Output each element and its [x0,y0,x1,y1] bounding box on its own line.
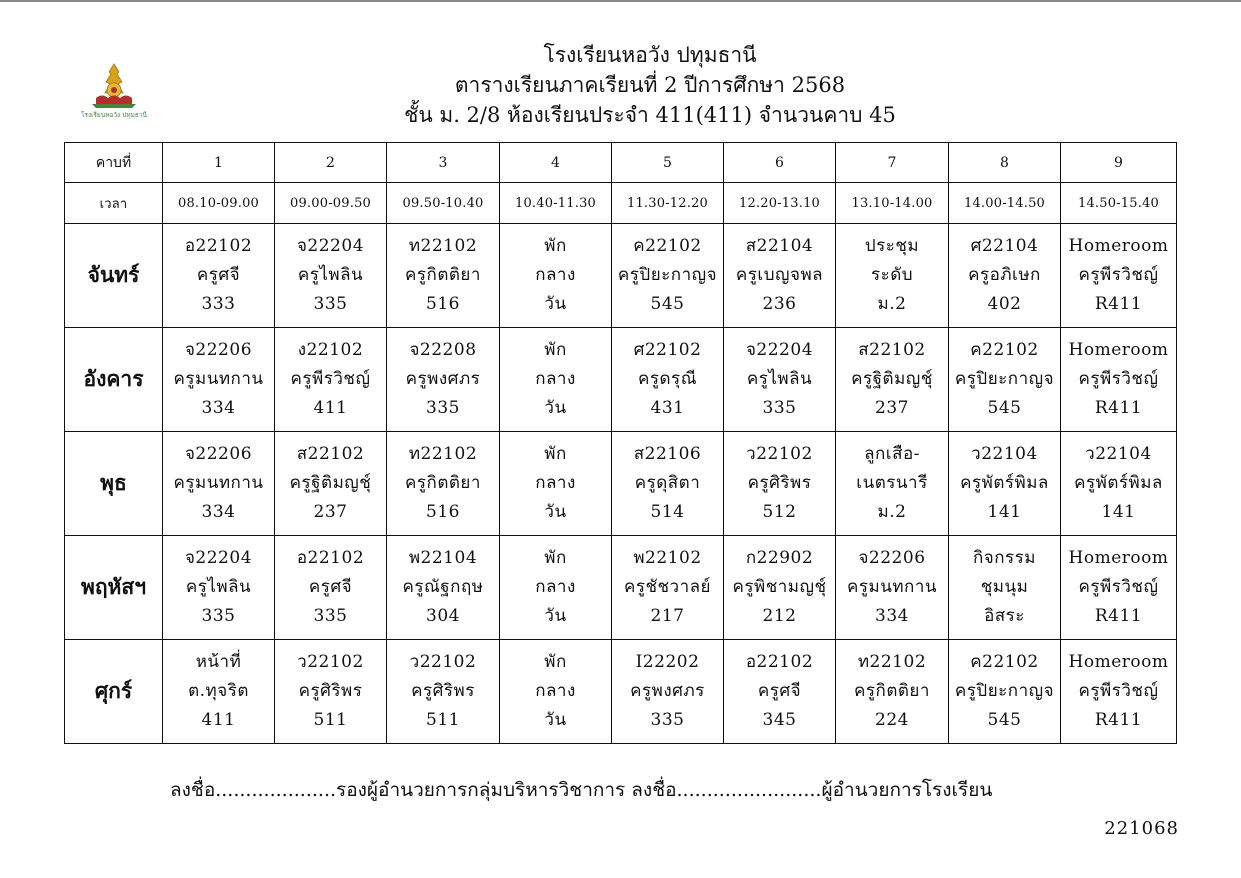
room-number: 335 [313,294,348,314]
teacher-name: ครูดุสิตา [634,473,701,493]
timetable-cell [500,328,612,432]
subject-code: พ22102 [633,548,702,568]
room-number: 345 [762,710,797,730]
subject-code: ว22102 [746,444,813,464]
day-row [65,536,1177,640]
timetable-cell [500,224,612,328]
timetable-cell [387,224,500,328]
subject-code: Homeroom [1068,236,1169,256]
room-number: วัน [544,294,567,314]
room-number: 333 [201,294,236,314]
timetable-cell [724,432,836,536]
teacher-name: ครูมนทกาน [173,369,264,389]
period-number: 7 [836,143,949,183]
subject-code: ศ22104 [970,236,1039,256]
subject-code: ประชุม [864,236,920,256]
room-number: 512 [762,502,797,522]
period-number: 1 [163,143,275,183]
subject-code: พัก [544,236,567,256]
teacher-name: ครูปิยะกาญจ [617,265,718,285]
subject-code: ส22102 [858,340,926,360]
timetable-cell [1061,536,1177,640]
subject-code: จ22206 [184,444,253,464]
subject-code: อ22102 [296,548,365,568]
teacher-name: ต.ทุจริต [188,681,249,701]
teacher-name: ครูกิตติยา [854,681,930,701]
room-number: 236 [762,294,797,314]
day-row [65,224,1177,328]
subject-code: พัก [544,444,567,464]
subject-code: พัก [544,652,567,672]
teacher-name: ระดับ [870,265,914,285]
room-number: 411 [201,710,236,730]
room-number: วัน [544,502,567,522]
timetable-cell [949,224,1061,328]
teacher-name: ครูณัฐกฤษ [402,577,484,597]
subject-code: จ22206 [858,548,926,568]
time-slot: 08.10-09.00 [163,183,275,224]
subject-code: ก22902 [745,548,814,568]
subject-code: ลูกเสือ- [864,444,920,464]
timetable-cell [387,640,500,744]
room-number: 431 [650,398,685,418]
timetable-cell [1061,224,1177,328]
teacher-name: กลาง [535,473,576,493]
room-number: ม.2 [877,502,907,522]
day-label: พุธ [65,432,163,536]
period-label: คาบที่ [65,143,163,183]
time-slot: 13.10-14.00 [836,183,949,224]
time-slot: 09.50-10.40 [387,183,500,224]
room-number: ม.2 [877,294,907,314]
class-info: ชั้น ม. 2/8 ห้องเรียนประจำ 411(411) จำนวนคาบ 45 [404,103,896,127]
period-number: 2 [275,143,387,183]
teacher-name: ครูพีรวิชญ์ [290,369,371,389]
room-number: 511 [426,710,460,730]
subject-code: Homeroom [1068,340,1169,360]
timetable-cell [724,224,836,328]
room-number: 335 [201,606,236,626]
subject-code: ว22102 [297,652,364,672]
time-slot: 11.30-12.20 [612,183,724,224]
timetable-cell [500,432,612,536]
period-number: 6 [724,143,836,183]
timetable-cell [163,432,275,536]
teacher-name: ครูไพลิน [185,577,252,597]
teacher-name: กลาง [535,265,576,285]
subject-code: จ22204 [745,340,814,360]
teacher-name: ครูดรุณี [638,369,697,389]
teacher-name: ครูกิตติยา [405,473,481,493]
logo-caption: โรงเรียนหอวัง ปทุมธานี [81,111,147,119]
subject-code: Homeroom [1068,652,1169,672]
period-number: 4 [500,143,612,183]
term-title: ตารางเรียนภาคเรียนที่ 2 ปีการศึกษา 2568 [454,73,846,97]
room-number: R411 [1094,606,1143,626]
room-number: 334 [201,502,236,522]
timetable-cell [387,432,500,536]
teacher-name: ครูมนทกาน [173,473,264,493]
room-number: 304 [426,606,460,626]
room-number: 335 [650,710,685,730]
room-number: 217 [650,606,685,626]
timetable-cell [1061,328,1177,432]
teacher-name: ครูพีรวิชญ์ [1078,369,1159,389]
room-number: 334 [875,606,909,626]
subject-code: ค22102 [970,340,1039,360]
subject-code: จ22204 [296,236,365,256]
timetable-cell [612,328,724,432]
room-number: 516 [426,294,460,314]
teacher-name: ครูศิริพร [411,681,475,701]
room-number: 545 [987,398,1022,418]
timetable-cell [387,328,500,432]
school-crest-icon [78,60,150,120]
room-number: 335 [313,606,348,626]
room-number: 335 [762,398,797,418]
teacher-name: ครูพัตร์พิมล [1074,473,1163,493]
room-number: R411 [1094,710,1143,730]
day-row [65,432,1177,536]
teacher-name: ครูพิชามญชุ์ [732,577,827,597]
timetable-cell [836,328,949,432]
school-name: โรงเรียนหอวัง ปทุมธานี [543,43,757,67]
page-header [300,40,1000,130]
subject-code: ง22102 [297,340,364,360]
timetable-cell [163,224,275,328]
room-number: อิสระ [984,606,1025,626]
room-number: 334 [201,398,236,418]
timetable-cell [724,328,836,432]
teacher-name: ครูฐิติมญชุ์ [851,369,933,389]
timetable-cell [724,640,836,744]
day-row [65,640,1177,744]
period-number: 5 [612,143,724,183]
teacher-name: ครูพีรวิชญ์ [1078,577,1159,597]
time-slot: 12.20-13.10 [724,183,836,224]
subject-code: ท22102 [408,236,478,256]
period-number: 3 [387,143,500,183]
teacher-name: ครูชัชวาลย์ [623,577,712,597]
room-number: 335 [426,398,460,418]
room-number: 212 [762,606,797,626]
subject-code: ท22102 [857,652,927,672]
timetable-cell [275,432,387,536]
time-slot: 09.00-09.50 [275,183,387,224]
teacher-name: ชุมนุม [980,577,1029,597]
subject-code: อ22102 [184,236,253,256]
timetable-cell [949,640,1061,744]
teacher-name: ครูพีรวิชญ์ [1078,265,1159,285]
room-number: 545 [650,294,685,314]
teacher-name: ครูพีรวิชญ์ [1078,681,1159,701]
subject-code: จ22206 [184,340,253,360]
room-number: 141 [1101,502,1136,522]
day-label: ศุกร์ [65,640,163,744]
subject-code: ท22102 [408,444,478,464]
teacher-name: ครูพงศภร [405,369,481,389]
subject-code: ค22102 [633,236,702,256]
teacher-name: กลาง [535,577,576,597]
timetable-cell [1061,640,1177,744]
subject-code: อ22102 [745,652,814,672]
room-number: 511 [313,710,348,730]
room-number: 224 [875,710,909,730]
timetable-cell [1061,432,1177,536]
timetable-cell [275,640,387,744]
day-label: จันทร์ [65,224,163,328]
subject-code: ว22104 [1085,444,1152,464]
subject-code: ค22102 [970,652,1039,672]
teacher-name: ครูกิตติยา [405,265,481,285]
teacher-name: ครูศจี [308,577,353,597]
signature-line: ลงชื่อ....................รองผู้อำนวยการกลุ่มบริหารวิชาการ ลงชื่อ........................ผู้อำนวยการโรงเรียน [170,779,993,801]
teacher-name: ครูไพลิน [746,369,813,389]
subject-code: หน้าที่ [195,652,242,672]
top-border-line [0,0,1241,2]
timetable-cell [949,536,1061,640]
room-number: 514 [650,502,685,522]
room-number: 237 [313,502,348,522]
room-number: วัน [544,398,567,418]
subject-code: ส22106 [633,444,702,464]
subject-code: จ22204 [184,548,253,568]
subject-code: ส22102 [296,444,365,464]
timetable-cell [275,536,387,640]
day-label: พฤหัสฯ [65,536,163,640]
document-code: 221068 [1104,818,1179,839]
teacher-name: ครูศิริพร [298,681,363,701]
teacher-name: ครูอภิเษก [968,265,1041,285]
subject-code: จ22208 [409,340,477,360]
room-number: 141 [987,502,1022,522]
timetable-cell [612,224,724,328]
room-number: 237 [875,398,909,418]
timetable-cell [163,328,275,432]
timetable-cell [836,432,949,536]
period-header-row [65,143,1177,183]
crest-emblem [92,64,136,108]
timetable-cell [275,328,387,432]
teacher-name: ครูศจี [196,265,241,285]
room-number: 411 [313,398,348,418]
teacher-name: ครูพัตร์พิมล [960,473,1049,493]
timetable-cell [612,536,724,640]
room-number: 402 [987,294,1022,314]
teacher-name: ครูปิยะกาญจ [954,369,1055,389]
subject-code: ส22104 [745,236,814,256]
time-slot: 10.40-11.30 [500,183,612,224]
room-number: R411 [1094,398,1143,418]
period-number: 9 [1061,143,1177,183]
room-number: วัน [544,606,567,626]
teacher-name: ครูฐิติมญชุ์ [289,473,372,493]
subject-code: ว22102 [409,652,477,672]
timetable-cell [612,640,724,744]
teacher-name: ครูมนทกาน [847,577,937,597]
subject-code: พ22104 [408,548,478,568]
teacher-name: ครูปิยะกาญจ [954,681,1055,701]
room-number: 545 [987,710,1022,730]
teacher-name: ครูศจี [757,681,802,701]
teacher-name: ครูเบญจพล [735,265,824,285]
timetable-cell [163,536,275,640]
timetable-cell [836,224,949,328]
teacher-name: ครูพงศภร [630,681,705,701]
room-number: วัน [544,710,567,730]
day-label: อังคาร [65,328,163,432]
timetable-cell [500,536,612,640]
period-number: 8 [949,143,1061,183]
teacher-name: ครูศิริพร [747,473,812,493]
timetable [64,142,1177,744]
teacher-name: กลาง [535,681,576,701]
timetable-cell [724,536,836,640]
time-row [65,183,1177,224]
timetable-cell [836,536,949,640]
timetable-cell [163,640,275,744]
time-slot: 14.00-14.50 [949,183,1061,224]
timetable-cell [500,640,612,744]
timetable-cell [275,224,387,328]
subject-code: พัก [544,340,567,360]
timetable-cell [387,536,500,640]
time-label: เวลา [65,183,163,224]
timetable-cell [612,432,724,536]
subject-code: พัก [544,548,567,568]
subject-code: Homeroom [1068,548,1169,568]
timetable-cell [836,640,949,744]
teacher-name: เนตรนารี [856,473,928,493]
time-slot: 14.50-15.40 [1061,183,1177,224]
timetable-cell [949,432,1061,536]
subject-code: ว22104 [971,444,1038,464]
subject-code: ศ22102 [633,340,702,360]
room-number: R411 [1094,294,1143,314]
subject-code: กิจกรรม [972,548,1036,568]
room-number: 516 [426,502,460,522]
subject-code: I22202 [635,652,700,672]
day-row [65,328,1177,432]
teacher-name: ครูไพลิน [297,265,364,285]
timetable-cell [949,328,1061,432]
teacher-name: กลาง [535,369,576,389]
